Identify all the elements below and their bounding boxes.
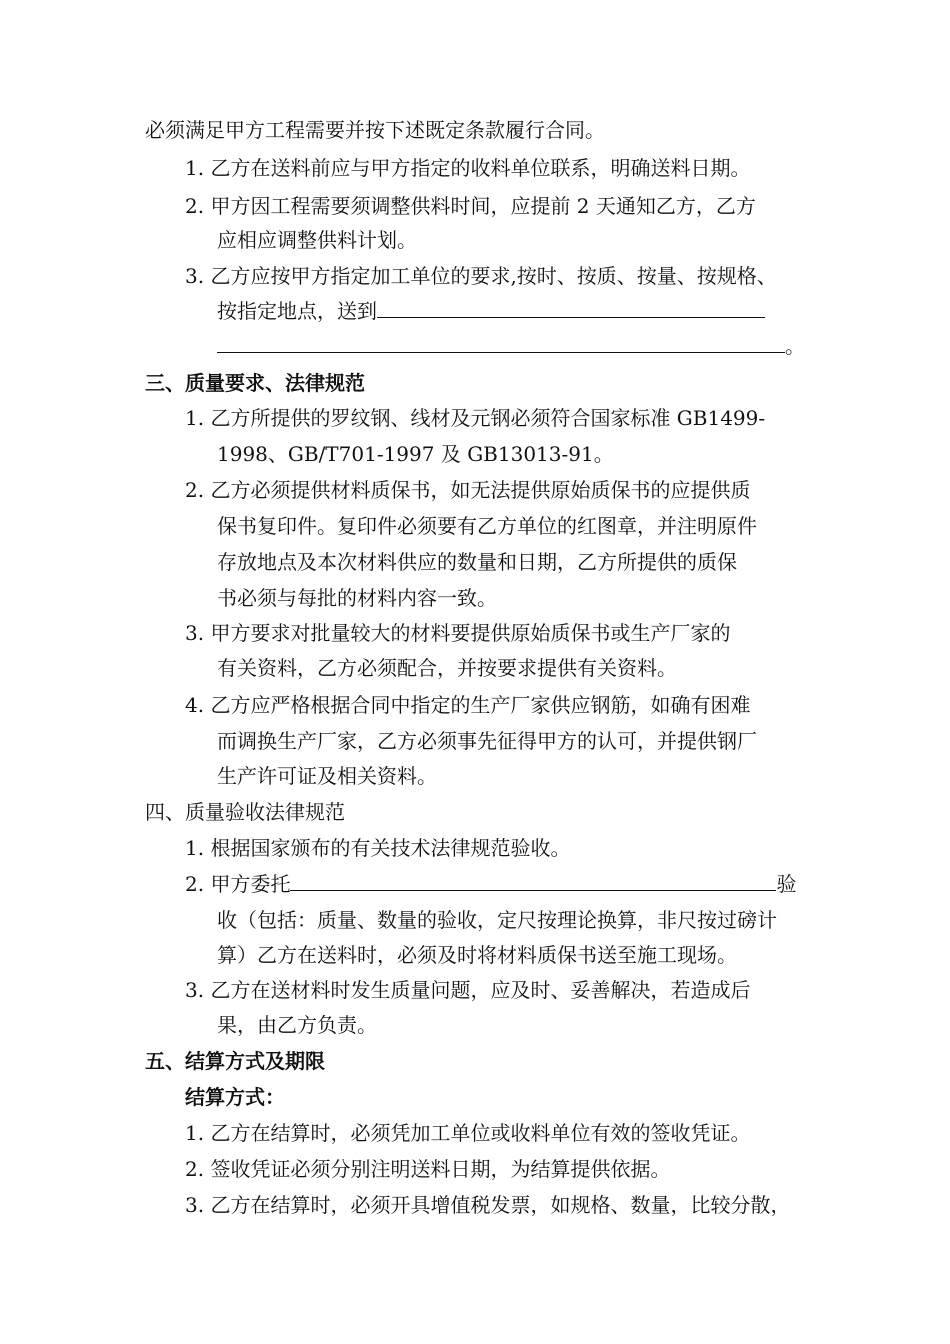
clause-3-3-line-2: 有关资料，乙方必须配合，并按要求提供有关资料。 xyxy=(217,656,677,680)
clause-2-3-line-2 xyxy=(217,297,765,325)
section-5-subheading: 结算方式： xyxy=(185,1085,285,1109)
clause-2-3-line-3 xyxy=(217,332,805,360)
clause-2-3-period: 。 xyxy=(785,334,805,358)
clause-3-4-line-3: 生产许可证及相关资料。 xyxy=(217,764,437,788)
delivery-location-blank-2 xyxy=(217,334,785,353)
clause-2-3-line-1: 3. 乙方应按甲方指定加工单位的要求,按时、按质、按量、按规格、 xyxy=(185,264,777,288)
clause-3-2-line-2: 保书复印件。复印件必须要有乙方单位的红图章，并注明原件 xyxy=(217,514,757,538)
clause-3-1-line-1: 1. 乙方所提供的罗纹钢、线材及元钢必须符合国家标准 GB1499- xyxy=(185,406,766,430)
clause-4-3-line-2: 果，由乙方负责。 xyxy=(217,1013,377,1037)
clause-4-2-tail: 验 xyxy=(776,872,797,896)
clause-4-2-line-3: 算）乙方在送料时，必须及时将材料质保书送至施工现场。 xyxy=(217,943,737,967)
clause-3-4-line-2: 而调换生产厂家，乙方必须事先征得甲方的认可，并提供钢厂 xyxy=(217,729,757,753)
delivery-location-blank xyxy=(377,299,765,318)
clause-3-2-line-4: 书必须与每批的材料内容一致。 xyxy=(217,586,497,610)
clause-3-2-line-1: 2. 乙方必须提供材料质保书，如无法提供原始质保书的应提供质 xyxy=(185,478,751,502)
clause-3-2-line-3: 存放地点及本次材料供应的数量和日期，乙方所提供的质保 xyxy=(217,550,737,574)
clause-3-1-line-2: 1998、GB/T701-1997 及 GB13013-91。 xyxy=(217,442,614,466)
clause-5-2: 2. 签收凭证必须分别注明送料日期，为结算提供依据。 xyxy=(185,1157,671,1181)
clause-4-3-line-1: 3. 乙方在送材料时发生质量问题，应及时、妥善解决，若造成后 xyxy=(185,978,751,1002)
inspection-party-blank xyxy=(290,872,776,891)
clause-4-2-line-1 xyxy=(185,870,796,898)
section-3-heading: 三、质量要求、法律规范 xyxy=(145,371,365,395)
intro-line: 必须满足甲方工程需要并按下述既定条款履行合同。 xyxy=(145,118,605,142)
clause-5-1: 1. 乙方在结算时，必须凭加工单位或收料单位有效的签收凭证。 xyxy=(185,1121,751,1145)
clause-4-2-text: 2. 甲方委托 xyxy=(185,872,291,896)
clause-5-3-line-1: 3. 乙方在结算时，必须开具增值税发票，如规格、数量，比较分散， xyxy=(185,1193,791,1217)
clause-2-2-line-2: 应相应调整供料计划。 xyxy=(217,228,417,252)
section-4-heading: 四、质量验收法律规范 xyxy=(145,800,345,824)
clause-3-4-line-1: 4. 乙方应严格根据合同中指定的生产厂家供应钢筋，如确有困难 xyxy=(185,693,751,717)
clause-2-3-text: 按指定地点，送到 xyxy=(217,299,377,323)
clause-4-1: 1. 根据国家颁布的有关技术法律规范验收。 xyxy=(185,836,571,860)
section-5-heading: 五、结算方式及期限 xyxy=(145,1049,325,1073)
clause-2-1: 1. 乙方在送料前应与甲方指定的收料单位联系，明确送料日期。 xyxy=(185,156,751,180)
clause-2-2-line-1: 2. 甲方因工程需要须调整供料时间，应提前 2 天通知乙方，乙方 xyxy=(185,194,756,218)
clause-3-3-line-1: 3. 甲方要求对批量较大的材料要提供原始质保书或生产厂家的 xyxy=(185,621,731,645)
clause-4-2-line-2: 收（包括：质量、数量的验收，定尺按理论换算，非尺按过磅计 xyxy=(217,908,777,932)
